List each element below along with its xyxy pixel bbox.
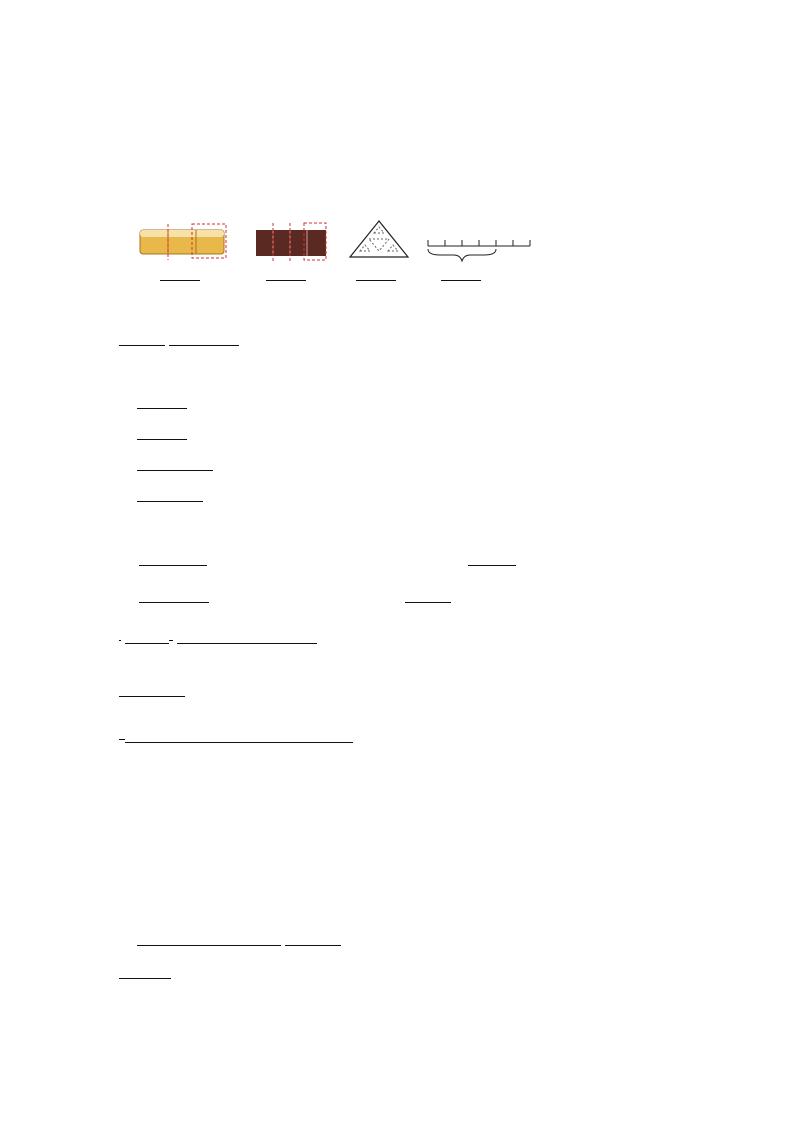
answer-blank[interactable] [119,966,171,979]
clock-end [281,808,389,916]
answer-blank[interactable] [139,553,207,566]
answer-blank[interactable] [405,590,451,603]
bread-figure [140,224,226,260]
segmented-line-figure [428,240,530,261]
answer-blank[interactable] [119,684,185,697]
question-1-figures [130,218,540,266]
question-6 [119,684,185,701]
clock-start [136,808,244,916]
question-5 [119,631,317,648]
answer-blank[interactable] [209,933,281,946]
answer-fraction-3[interactable] [356,280,396,281]
question-8-sentence [137,933,341,950]
answer-blank[interactable] [137,933,209,946]
answer-blank[interactable] [137,396,187,409]
answer-fraction-1[interactable] [160,280,200,281]
answer-blank[interactable] [285,933,341,946]
chocolate-figure [256,223,326,262]
question-3-line-2 [137,427,187,444]
question-2 [119,333,239,350]
question-4-d [405,590,451,607]
question-3-line-3 [137,458,213,475]
answer-blank[interactable] [137,427,187,440]
triangle-figure [350,221,408,257]
question-7 [119,730,353,747]
answer-blank[interactable] [169,333,239,346]
question-4-b [468,553,516,570]
answer-blank[interactable] [125,631,169,644]
answer-blank[interactable] [191,730,277,743]
fraction [119,640,121,641]
answer-blank[interactable] [468,553,516,566]
fraction [171,640,173,641]
answer-fraction-4[interactable] [441,280,481,281]
question-4-a [139,553,207,570]
question-4-c [139,590,209,607]
answer-blank[interactable] [277,730,353,743]
question-3-line-1 [137,396,187,413]
answer-fraction-2[interactable] [266,280,306,281]
answer-blank[interactable] [137,489,203,502]
question-3-line-4 [137,489,203,506]
answer-blank[interactable] [139,590,209,603]
question-9-line-1 [119,966,171,983]
answer-blank[interactable] [125,730,191,743]
answer-blank[interactable] [177,631,317,644]
answer-blank[interactable] [119,333,165,346]
answer-blank[interactable] [137,458,213,471]
